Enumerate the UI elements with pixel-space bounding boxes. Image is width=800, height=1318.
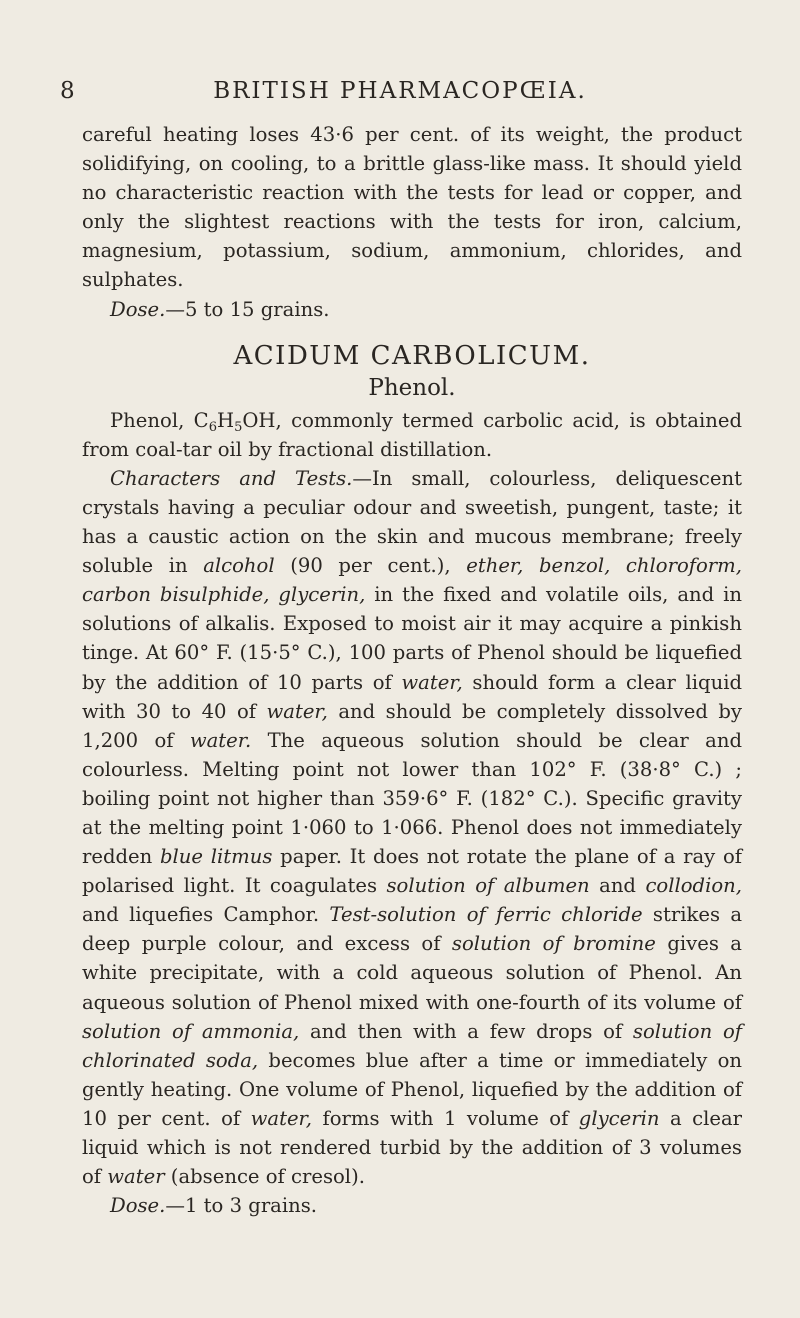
- text-run: a clear liquid which is not rendered turbid by the addition of 3 volumes of: [82, 1106, 742, 1189]
- italic-run: solution of chlorinated soda,: [82, 1019, 743, 1072]
- characters-paragraph: [82, 464, 742, 1191]
- dose-label-2: Dose.: [110, 1194, 166, 1218]
- text-run: (absence of cresol).: [164, 1165, 365, 1189]
- italic-run: alcohol: [203, 554, 275, 578]
- monograph-title: ACIDUM CARBOLICUM.: [233, 340, 591, 371]
- dose-value-1: —5 to 15 grains.: [165, 297, 330, 321]
- italic-run: water,: [401, 670, 463, 694]
- text-run: and: [589, 874, 646, 898]
- italic-run: solution of bromine: [451, 932, 656, 956]
- intro-text-pre: Phenol, C: [110, 408, 209, 432]
- page-header: [0, 78, 800, 112]
- continuation-paragraph: [82, 120, 742, 295]
- text-run: becomes blue after a time or immediately on gently heating. One volume of Phenol, liquefied by the addition of 10 per cent. of: [82, 1048, 743, 1130]
- italic-run: solution of ammonia,: [82, 1019, 300, 1043]
- dose-paragraph-1: [82, 295, 742, 324]
- italic-run: blue litmus: [160, 845, 273, 869]
- text-run: forms with 1 volume of: [312, 1106, 579, 1130]
- monograph-subtitle: Phenol.: [368, 374, 456, 401]
- text-run: and then with a few drops of: [299, 1019, 633, 1043]
- italic-run: water,: [266, 699, 328, 723]
- dose-label-1: Dose.: [110, 297, 166, 321]
- intro-text-mid: H: [216, 408, 235, 432]
- text-run: should form a clear liquid with 30 to 40 of: [82, 670, 743, 723]
- intro-text-post: OH, commonly termed carbolic acid, is obtained from coal-tar oil by fractional distillation.: [82, 408, 742, 461]
- text-run: gives a white precipitate, with a cold aqueous solution of Phenol. An aqueous solution of Phenol mixed with one-fourth of its volume of: [82, 932, 742, 1014]
- formula-sub-1: 6: [208, 419, 217, 435]
- text-run: —In small, colourless, deliquescent crystals having a peculiar odour and sweetish, pungent, taste; it has a caustic action on the skin and mucous membrane; freely soluble in: [82, 466, 742, 578]
- italic-run: water: [107, 1165, 165, 1189]
- dose-paragraph-2: [82, 1191, 742, 1220]
- intro-paragraph: [82, 406, 742, 464]
- text-run: strikes a deep purple colour, and excess of: [82, 903, 742, 956]
- page-number: 8: [60, 78, 76, 104]
- text-run: and liquefies Camphor.: [82, 903, 330, 927]
- running-head: BRITISH PHARMACOPŒIA.: [213, 78, 587, 104]
- italic-run: Test-solution of ferric chloride: [329, 903, 643, 927]
- text-run: paper. It does not rotate the plane of a ray of polarised light. It coagulates: [82, 845, 742, 898]
- italic-run: glycerin: [578, 1106, 660, 1130]
- italic-run: solution of albumen: [386, 874, 590, 898]
- formula-sub-2: 5: [234, 419, 243, 435]
- text-run: and should be completely dissolved by 1,200 of: [82, 699, 742, 752]
- italic-run: collodion,: [645, 874, 743, 898]
- italic-run: water.: [189, 728, 252, 752]
- italic-run: ether, benzol, chloroform, carbon bisulphide, glycerin,: [82, 554, 742, 607]
- body-text: [82, 120, 742, 1220]
- italic-run: water,: [250, 1106, 312, 1130]
- dose-value-2: —1 to 3 grains.: [165, 1194, 318, 1218]
- text-run: The aqueous solution should be clear and colourless. Melting point not lower than 102° F. (38·8° C.) ; boiling point not higher than 359·6° F. (182° C.). Specific gravity at the melting point 1·060 to 1·066. Phenol does not immediately redden: [82, 728, 742, 869]
- characters-label: Characters and Tests.: [110, 466, 353, 490]
- text-run: in the fixed and volatile oils, and in solutions of alkalis. Exposed to moist air it may acquire a pinkish tinge. At 60° F. (15·5° C.), 100 parts of Phenol should be liquefied by the addition of 10 parts of: [82, 583, 743, 694]
- continuation-text: careful heating loses 43·6 per cent. of its weight, the product solidifying, on cooling, to a brittle glass-like mass. It should yield no characteristic reaction with the tests for lead or copper, and only the slightest reactions with the tests for iron, calcium, magnesium, potassium, sodium, ammonium, chlorides, and sulphates.: [82, 123, 742, 292]
- text-run: (90 per cent.),: [274, 554, 467, 578]
